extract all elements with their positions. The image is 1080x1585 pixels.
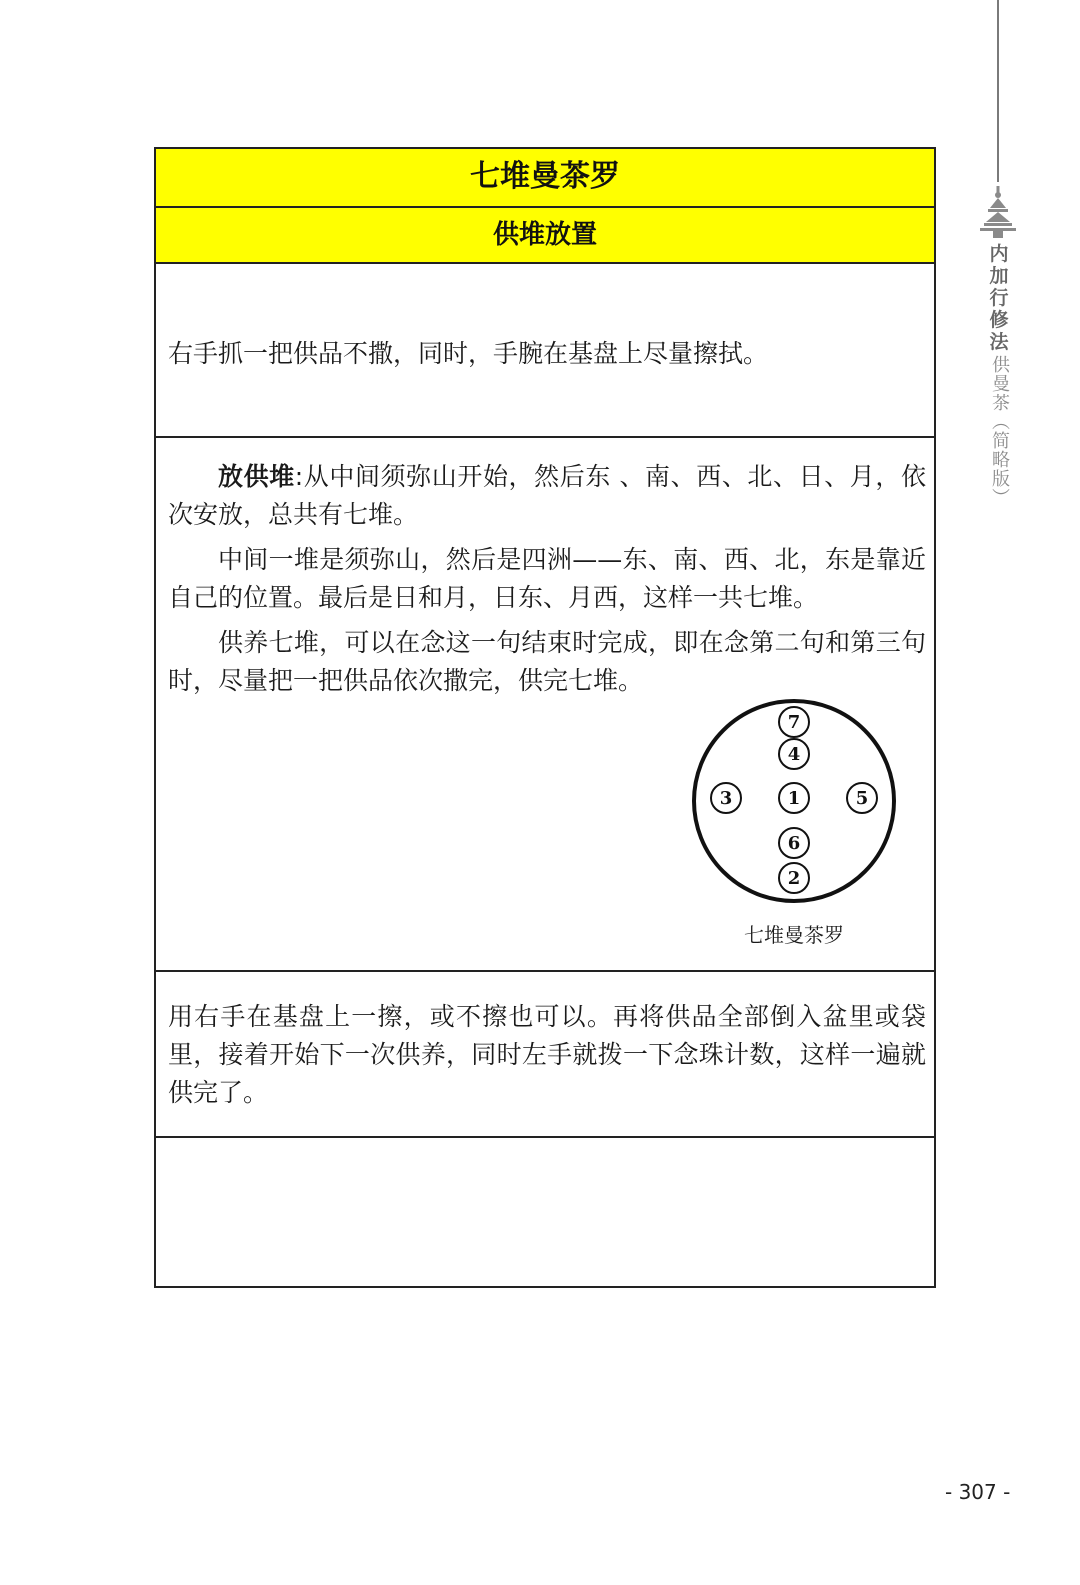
table-subtitle: 供堆放置: [156, 206, 934, 262]
svg-text:1: 1: [787, 788, 801, 809]
row3-text: 用右手在基盘上一擦，或不擦也可以。再将供品全部倒入盆里或袋里，接着开始下一次供养，同时左手就拨一下念珠计数，这样一遍就供完了。: [168, 1002, 926, 1107]
mandala-table: [154, 147, 936, 1288]
pile-1: [779, 783, 809, 813]
svg-text:7: 7: [787, 712, 801, 733]
side-tab-title: 内加行修法: [989, 243, 1009, 353]
row2-paragraph-3: 供养七堆，可以在念这一句结束时完成，即在念第二句和第三句时，尽量把一把供品依次撒完，供完七堆。: [168, 628, 926, 695]
table-row-4: [156, 1136, 934, 1286]
side-vertical-line: [997, 0, 999, 182]
row2-paragraph-1-text: :从中间须弥山开始，然后东 、南、西、北、日、月，依次安放，总共有七堆。: [168, 462, 926, 529]
table-row-1: [156, 262, 934, 436]
pile-5: [847, 783, 877, 813]
diagram-caption: 七堆曼茶罗: [744, 923, 844, 947]
svg-text:3: 3: [719, 788, 733, 809]
table-row-2: [156, 436, 934, 970]
mandala-diagram: [689, 696, 899, 906]
pile-6: [779, 828, 809, 858]
svg-text:2: 2: [787, 868, 801, 889]
pile-2: [779, 863, 809, 893]
svg-text:6: 6: [787, 833, 801, 854]
pile-3: [711, 783, 741, 813]
pile-4: [779, 739, 809, 769]
svg-text:5: 5: [855, 788, 869, 809]
page-number: - 307 -: [945, 1480, 1011, 1504]
row1-text: 右手抓一把供品不撒，同时，手腕在基盘上尽量擦拭。: [168, 339, 769, 368]
stupa-icon: [978, 186, 1018, 238]
row2-keyword: 放供堆: [218, 462, 295, 491]
row2-paragraph-2: 中间一堆是须弥山，然后是四洲——东、南、西、北，东是靠近自己的位置。最后是日和月，日东、月西，这样一共七堆。: [168, 545, 926, 612]
pile-7: [779, 707, 809, 737]
svg-text:4: 4: [787, 744, 801, 765]
row2-paragraph-1: [168, 458, 926, 534]
side-tab-subtitle: 供曼茶（简略版）: [989, 355, 1010, 507]
table-title: 七堆曼茶罗: [156, 149, 934, 206]
table-row-3: [156, 970, 934, 1136]
